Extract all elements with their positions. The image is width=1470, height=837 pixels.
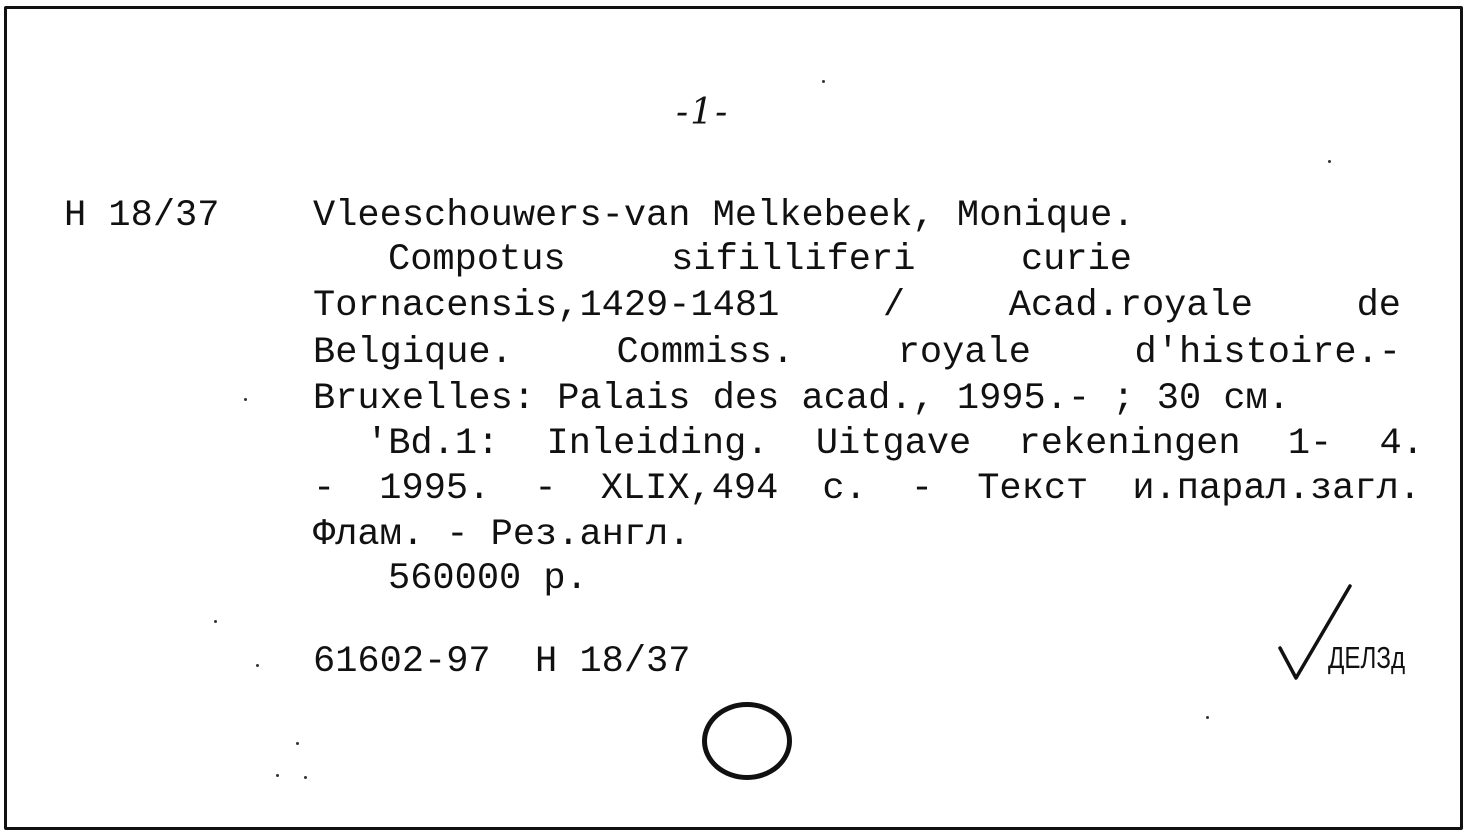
title-word: Belgique. <box>313 332 513 374</box>
speck <box>822 80 825 83</box>
author-heading: Vleeschouwers-van Melkebeek, Monique. <box>313 195 1135 237</box>
volume-word: XLIX,494 <box>600 468 779 510</box>
title-line-3 <box>313 331 1401 375</box>
title-word: Compotus <box>388 239 566 281</box>
volume-word: c. <box>822 468 867 510</box>
shelfmark: H 18/37 <box>64 195 220 237</box>
price: 560000 р. <box>388 558 588 600</box>
speck <box>256 664 259 667</box>
title-word: sifilliferi <box>671 239 916 281</box>
imprint-line: Bruxelles: Palais des acad., 1995.- ; 30 см. <box>313 378 1290 420</box>
speck <box>244 398 247 401</box>
volume-word: Inleiding. <box>546 423 769 465</box>
speck <box>1206 716 1209 719</box>
speck <box>296 742 299 745</box>
volume-word: 'Bd.1: <box>366 423 500 465</box>
title-word: Tornacensis,1429-1481 <box>313 285 780 327</box>
volume-line-3: Флам. - Рез.англ. <box>313 514 691 556</box>
volume-word: - <box>313 468 336 510</box>
accession-number: 61602-97 H 18/37 <box>313 641 691 683</box>
title-line-1 <box>388 238 1132 282</box>
volume-line-1 <box>366 422 1424 466</box>
volume-word: 1- <box>1287 423 1333 465</box>
page-number: -1- <box>676 92 730 133</box>
library-stamp: ДЕЛЗд <box>1328 640 1406 675</box>
punch-hole-circle <box>702 702 792 780</box>
speck <box>276 774 279 777</box>
speck <box>214 620 217 623</box>
volume-word: 1995. <box>379 468 491 510</box>
volume-word: Текст <box>977 468 1089 510</box>
volume-word: 4. <box>1379 423 1424 465</box>
volume-word: - <box>910 468 934 510</box>
title-word: royale <box>897 332 1031 374</box>
title-word: curie <box>1020 239 1132 281</box>
title-word: d'histoire.- <box>1134 332 1401 374</box>
volume-word: Uitgave <box>815 423 972 465</box>
speck <box>1328 160 1331 163</box>
title-word: de <box>1356 285 1401 327</box>
volume-word: rekeningen <box>1018 423 1241 465</box>
volume-line-2 <box>313 467 1421 511</box>
title-word: / <box>882 285 906 327</box>
title-line-2 <box>313 284 1401 328</box>
speck <box>304 776 307 779</box>
title-word: Commiss. <box>616 332 795 374</box>
volume-word: и.парал.загл. <box>1132 468 1421 510</box>
title-word: Acad.royale <box>1008 285 1253 327</box>
volume-word: - <box>534 468 557 510</box>
